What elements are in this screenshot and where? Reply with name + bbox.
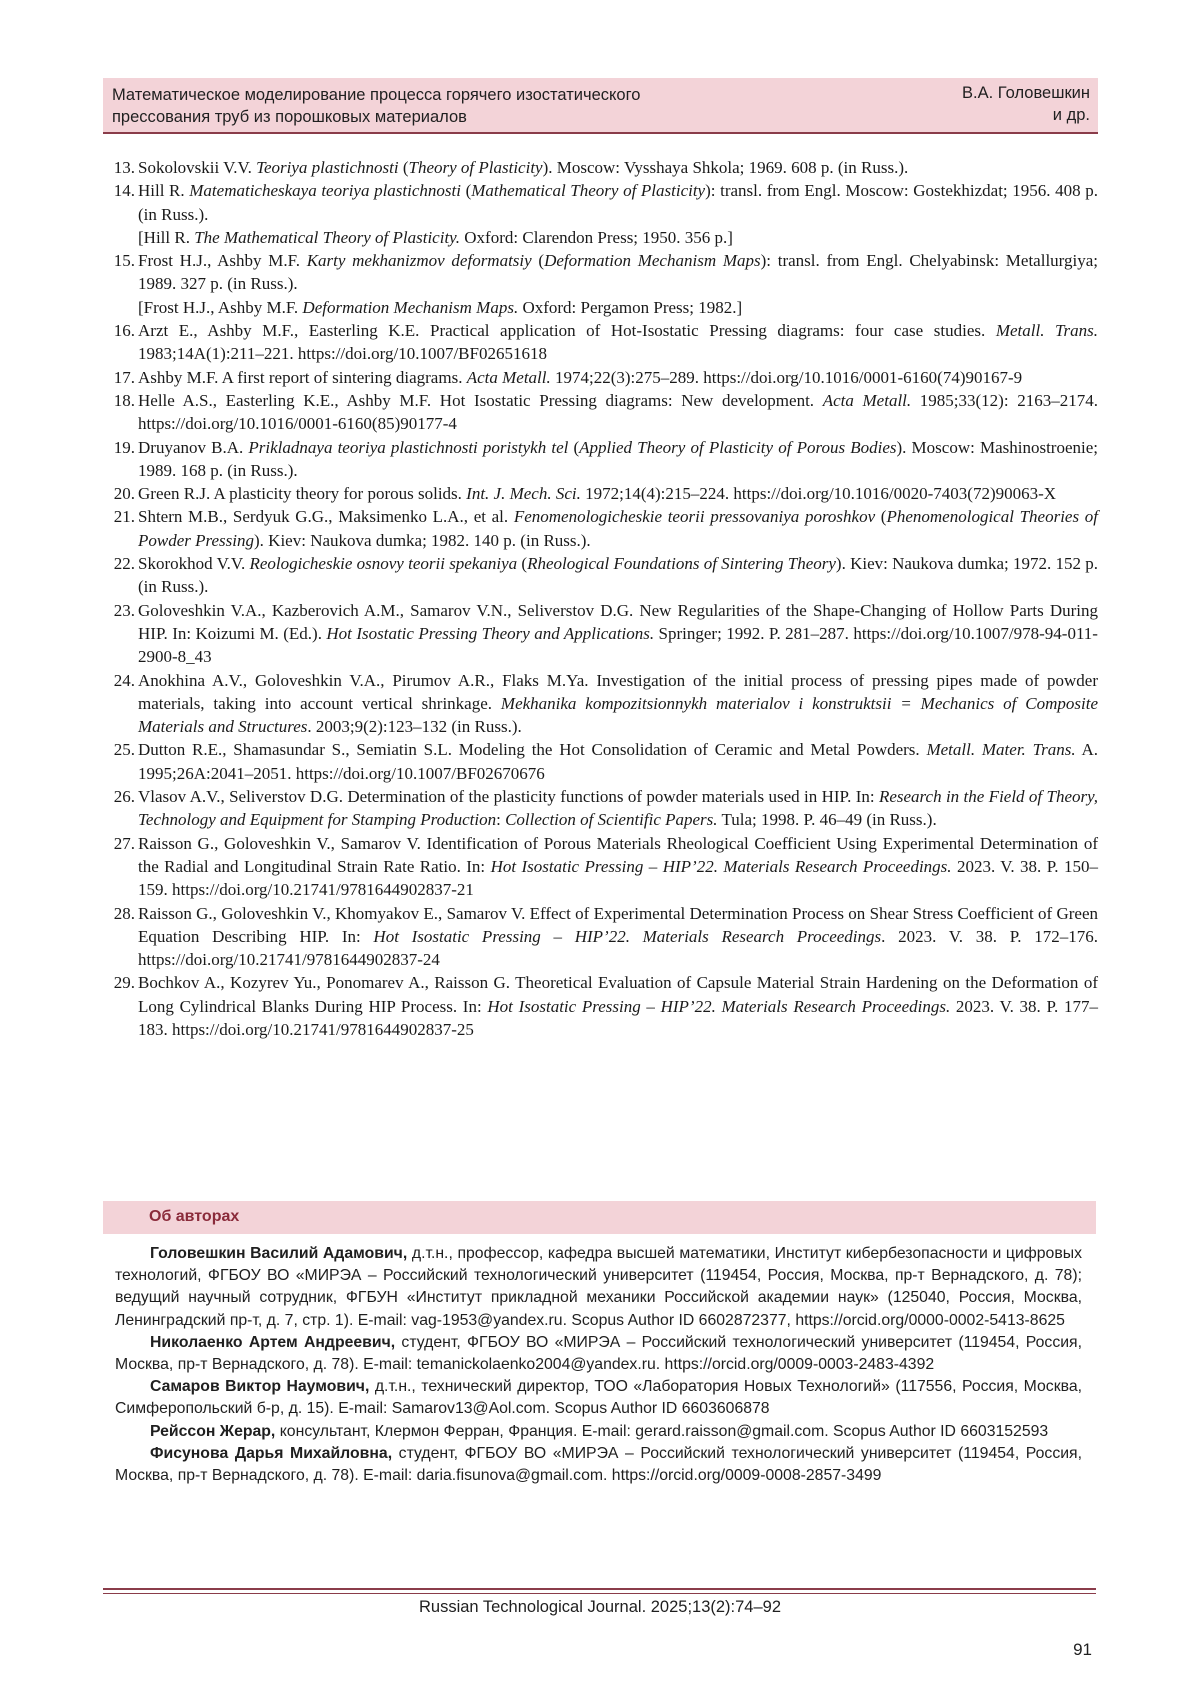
- about-authors-heading: Об авторах: [149, 1208, 240, 1225]
- reference-text-part: 1985;33(12): 2163–2174. https://doi.org/10.1016/0001-6160(85)90177-4: [138, 390, 1098, 434]
- reference-text-part: A. 1995;26A:2041–2051. https://doi.org/10.1007/BF02670676: [138, 740, 1098, 783]
- author-name: Николаенко Артем Андреевич,: [150, 1333, 396, 1351]
- reference-source-italic: Karty mekhanizmov deformatsiy: [306, 251, 532, 271]
- author-details: д.т.н., профессор, кафедра высшей математики, Институт кибербезопасности и цифровых технологий, ФГБОУ ВО «МИРЭА – Российский технологический университет (119454, Россия, Москва, пр-т Вернадского, д. 78); ведущий научный сотрудник, ФГБУН «Институт прикладной механики Российской академии наук» (125040, Россия, Москва, Ленинградский пр-т, д. 7, стр. 1). E-mail: vag-1953@yandex.ru. Scopus Author ID 6602872377, https://orcid.org/0000-0002-5413-8625: [115, 1245, 1082, 1329]
- reference-text-part: 1983;14A(1):211–221. https://doi.org/10.1007/BF02651618: [138, 344, 547, 364]
- reference-source-italic: Hot Isostatic Pressing Theory and Applications.: [326, 623, 655, 643]
- reference-text: [138, 156, 1098, 179]
- reference-text-part: ). Kiev: Naukova dumka; 1982. 140 p. (in Russ.).: [254, 530, 591, 550]
- reference-text-part: [Hill R.: [138, 227, 195, 247]
- reference-text: [138, 669, 1098, 739]
- reference-item: [103, 482, 1098, 505]
- reference-source-italic: Mathematical Theory of Plasticity: [471, 181, 706, 201]
- reference-number: 15.: [113, 251, 135, 271]
- reference-text: [138, 366, 1098, 389]
- reference-original-edition: [138, 226, 1098, 249]
- footer-rule: [103, 1588, 1096, 1590]
- reference-item: [103, 599, 1098, 669]
- reference-text: [138, 436, 1098, 483]
- reference-item: [103, 669, 1098, 739]
- reference-source-italic: Hot Isostatic Pressing – HIP’22. Materials Research Proceedings: [373, 926, 882, 946]
- reference-number: 28.: [113, 903, 135, 923]
- author-name: Головешкин Василий Адамович,: [150, 1245, 408, 1262]
- reference-source-italic: Collection of Scientific Papers.: [505, 810, 718, 830]
- reference-source-italic: The Mathematical Theory of Plasticity.: [194, 227, 461, 247]
- reference-text-part: 2023. V. 38. P. 177–183. https://doi.org/10.21741/9781644902837-25: [138, 996, 1098, 1039]
- reference-text-part: ). Moscow: Mashinostroenie; 1989. 168 p. (in Russ.).: [138, 437, 1099, 480]
- reference-text-part: ). Moscow: Vysshaya Shkola; 1969. 608 p. (in Russ.).: [542, 158, 909, 177]
- reference-original-edition: [138, 296, 1098, 319]
- reference-text: [138, 902, 1098, 972]
- author-bio: [115, 1376, 1082, 1420]
- header-authors-line: В.А. Головешкин: [962, 84, 1090, 102]
- author-details: студент, ФГБОУ ВО «МИРЭА – Российский технологический университет (119454, Россия, Москва, пр-т Вернадского, д. 78). E-mail: temanickolaenko2004@yandex.ru. https://orcid.org/0009-0003-2483-4392: [115, 1333, 1082, 1374]
- reference-text-part: Arzt E., Ashby M.F., Easterling K.E. Practical application of Hot-Isostatic Pressing diagrams: four case studies.: [138, 321, 996, 341]
- reference-text: [138, 482, 1098, 505]
- page-number: 91: [1073, 1640, 1092, 1659]
- author-name: Самаров Виктор Наумович,: [150, 1378, 370, 1396]
- reference-text-part: ). Kiev: Naukova dumka; 1972. 152 p. (in Russ.).: [138, 554, 1098, 597]
- reference-item: [103, 902, 1098, 972]
- about-authors-section: [115, 1243, 1082, 1487]
- reference-text: [138, 971, 1098, 1041]
- reference-text-part: Green R.J. A plasticity theory for porous solids.: [138, 484, 467, 504]
- reference-number: 14.: [113, 181, 135, 201]
- author-bio: [115, 1332, 1082, 1376]
- reference-number: 21.: [113, 507, 135, 527]
- reference-text-part: . 2003;9(2):123–132 (in Russ.).: [307, 717, 522, 737]
- reference-text: [138, 599, 1098, 669]
- reference-item: [103, 179, 1098, 249]
- reference-text-part: :: [496, 810, 506, 830]
- reference-text-part: (: [460, 181, 472, 201]
- reference-text: [138, 389, 1098, 436]
- author-details: д.т.н., технический директор, ТОО «Лаборатория Новых Технологий» (117556, Россия, Москва, Симферопольский б-р, д. 15). E-mail: Samarov13@Aol.com. Scopus Author ID 6603606878: [115, 1378, 1082, 1418]
- reference-text-part: Raisson G., Goloveshkin V., Khomyakov E., Samarov V. Effect of Experimental Determination Process on Shear Stress Coefficient of Green Equation Describing HIP. In:: [138, 903, 1098, 946]
- reference-text-part: Skorokhod V.V.: [138, 554, 250, 574]
- author-bio: [115, 1443, 1082, 1487]
- reference-source-italic: Metall. Trans.: [995, 321, 1099, 341]
- reference-source-italic: Acta Metall.: [466, 367, 551, 387]
- reference-number: 23.: [113, 600, 135, 620]
- reference-number: 27.: [113, 833, 135, 853]
- reference-text-part: Oxford: Clarendon Press; 1950. 356 p.]: [460, 227, 733, 247]
- reference-source-italic: Theory of Plasticity: [408, 158, 543, 177]
- header-title-line: Математическое моделирование процесса горячего изостатического: [112, 86, 641, 104]
- reference-text-part: Ashby M.F. A first report of sintering diagrams.: [138, 367, 467, 387]
- reference-text: [138, 832, 1098, 902]
- reference-text-part: ): transl. from Engl. Moscow: Gostekhizdat; 1956. 408 p. (in Russ.).: [138, 181, 1098, 224]
- reference-source-italic: Prikladnaya teoriya plastichnosti poristykh tel: [248, 437, 569, 457]
- reference-number: 20.: [113, 484, 135, 504]
- reference-source-italic: Hot Isostatic Pressing – HIP’22. Materials Research Proceedings.: [487, 996, 951, 1016]
- reference-text-part: 2023. V. 38. P. 150–159. https://doi.org/10.21741/9781644902837-21: [138, 856, 1098, 900]
- author-bio: [115, 1421, 1082, 1443]
- reference-source-italic: Research in the Field of Theory, Technology and Equipment for Stamping Production: [138, 787, 1098, 830]
- reference-source-italic: Hot Isostatic Pressing – HIP’22. Materials Research Proceedings.: [490, 856, 952, 876]
- header-title-line: прессования труб из порошковых материалов: [112, 108, 467, 126]
- reference-text: [138, 249, 1098, 296]
- reference-text-part: . 2023. V. 38. P. 172–176. https://doi.org/10.21741/9781644902837-24: [138, 926, 1098, 970]
- reference-item: [103, 738, 1098, 785]
- reference-text-part: (: [568, 437, 580, 457]
- reference-list: [103, 156, 1098, 1041]
- reference-item: [103, 389, 1098, 436]
- running-header: [103, 78, 1098, 134]
- footer-rule-thin: [103, 1593, 1096, 1594]
- about-authors-heading-bar: [103, 1201, 1096, 1234]
- reference-item: [103, 505, 1098, 552]
- reference-text: [138, 785, 1098, 832]
- reference-text-part: (: [517, 554, 528, 574]
- reference-source-italic: Metall. Mater. Trans.: [926, 740, 1076, 760]
- header-article-title: [112, 84, 772, 128]
- header-authors: [890, 82, 1090, 126]
- reference-number: 18.: [113, 390, 135, 410]
- author-details: студент, ФГБОУ ВО «МИРЭА – Российский технологический университет (119454, Россия, Москва, пр-т Вернадского, д. 78). E-mail: daria.fisunova@gmail.com. https://orcid.org/0009-0008-2857-3499: [115, 1444, 1082, 1485]
- reference-text: [138, 179, 1098, 226]
- reference-text: [138, 319, 1098, 366]
- reference-text-part: (: [398, 158, 409, 177]
- header-authors-line: и др.: [1052, 106, 1090, 124]
- reference-text: [138, 738, 1098, 785]
- reference-text-part: Sokolovskii V.V.: [138, 158, 257, 177]
- reference-text-part: Tula; 1998. P. 46–49 (in Russ.).: [717, 810, 937, 830]
- reference-source-italic: Deformation Mechanism Maps.: [302, 297, 519, 317]
- reference-text-part: Bochkov A., Kozyrev Yu., Ponomarev A., Raisson G. Theoretical Evaluation of Capsule Material Strain Hardening on the Deformation of Long Cylindrical Blanks During HIP Process. In:: [138, 973, 1098, 1016]
- reference-text-part: Raisson G., Goloveshkin V., Samarov V. Identification of Porous Materials Rheological Coefficient Using Experimental Determination of the Radial and Longitudinal Strain Rate Ratio. In:: [138, 833, 1098, 876]
- author-name: Рейссон Жерар,: [150, 1422, 276, 1440]
- reference-number: 24.: [113, 670, 135, 690]
- reference-text-part: Goloveshkin V.A., Kazberovich A.M., Samarov V.N., Seliverstov D.G. New Regularities of the Shape-Changing of Hollow Parts During HIP. In: Koizumi M. (Ed.).: [138, 600, 1098, 643]
- journal-citation: Russian Technological Journal. 2025;13(2):74–92: [418, 1598, 782, 1616]
- reference-text-part: Helle A.S., Easterling K.E., Ashby M.F. Hot Isostatic Pressing diagrams: New development.: [138, 390, 823, 410]
- reference-number: 29.: [113, 973, 135, 993]
- reference-number: 19.: [113, 437, 135, 457]
- reference-source-italic: Phenomenological Theories of Powder Pressing: [138, 507, 1098, 550]
- reference-text-part: (: [531, 251, 545, 271]
- reference-text-part: Dutton R.E., Shamasundar S., Semiatin S.L. Modeling the Hot Consolidation of Ceramic and Metal Powders.: [138, 740, 927, 760]
- reference-text: [138, 505, 1098, 552]
- reference-number: 17.: [113, 367, 135, 387]
- reference-item: [103, 319, 1098, 366]
- reference-number: 26.: [113, 787, 135, 807]
- reference-source-italic: Applied Theory of Plasticity of Porous Bodies: [579, 437, 897, 457]
- reference-source-italic: Mekhanika kompozitsionnykh materialov i konstruktsii = Mechanics of Composite Materials and Structures: [138, 693, 1098, 737]
- reference-source-italic: Int. J. Mech. Sci.: [466, 484, 581, 504]
- reference-item: [103, 832, 1098, 902]
- reference-source-italic: Teoriya plastichnosti: [256, 158, 399, 177]
- reference-source-italic: Rheological Foundations of Sintering Theory: [527, 554, 836, 574]
- reference-text-part: ): transl. from Engl. Chelyabinsk: Metallurgiya; 1989. 327 p. (in Russ.).: [138, 251, 1099, 294]
- reference-item: [103, 366, 1098, 389]
- reference-text-part: Shtern M.B., Serdyuk G.G., Maksimenko L.A., et al.: [138, 507, 514, 527]
- reference-item: [103, 156, 1098, 179]
- reference-source-italic: Reologicheskie osnovy teorii spekaniya: [249, 554, 518, 574]
- reference-item: [103, 436, 1098, 483]
- reference-text-part: Frost H.J., Ashby M.F.: [138, 251, 307, 271]
- reference-text-part: 1974;22(3):275–289. https://doi.org/10.1016/0001-6160(74)90167-9: [550, 367, 1023, 387]
- author-bio: [115, 1243, 1082, 1332]
- reference-text-part: 1972;14(4):215–224. https://doi.org/10.1016/0020-7403(72)90063-X: [580, 484, 1057, 504]
- reference-text-part: (: [875, 507, 887, 527]
- reference-text-part: Springer; 1992. P. 281–287. https://doi.org/10.1007/978-94-011-2900-8_43: [138, 623, 1098, 667]
- author-details: консультант, Клермон Ферран, Франция. E-mail: gerard.raisson@gmail.com. Scopus Author ID 6603152593: [275, 1422, 1049, 1440]
- reference-text-part: Druyanov B.A.: [138, 437, 249, 457]
- reference-number: 22.: [113, 554, 135, 574]
- reference-text: [138, 552, 1098, 599]
- reference-number: 25.: [113, 740, 135, 760]
- reference-number: 13.: [113, 158, 135, 177]
- reference-source-italic: Deformation Mechanism Maps: [544, 251, 761, 271]
- reference-item: [103, 971, 1098, 1041]
- reference-text-part: Oxford: Pergamon Press; 1982.]: [518, 297, 743, 317]
- reference-text-part: Anokhina A.V., Goloveshkin V.A., Pirumov A.R., Flaks M.Ya. Investigation of the initial process of pressing pipes made of powder materials, taking into account vertical shrinkage.: [138, 670, 1098, 713]
- reference-item: [103, 552, 1098, 599]
- reference-source-italic: Acta Metall.: [822, 390, 912, 410]
- author-name: Фисунова Дарья Михайловна,: [150, 1444, 393, 1462]
- reference-text-part: Hill R.: [138, 181, 190, 201]
- reference-source-italic: Matematicheskaya teoriya plastichnosti: [189, 181, 461, 201]
- reference-item: [103, 249, 1098, 319]
- reference-source-italic: Fenomenologicheskie teorii pressovaniya poroshkov: [513, 507, 876, 527]
- reference-text-part: Vlasov A.V., Seliverstov D.G. Determination of the plasticity functions of powder materials used in HIP. In:: [138, 787, 879, 807]
- reference-text-part: [Frost H.J., Ashby M.F.: [138, 297, 303, 317]
- reference-item: [103, 785, 1098, 832]
- reference-number: 16.: [113, 321, 135, 341]
